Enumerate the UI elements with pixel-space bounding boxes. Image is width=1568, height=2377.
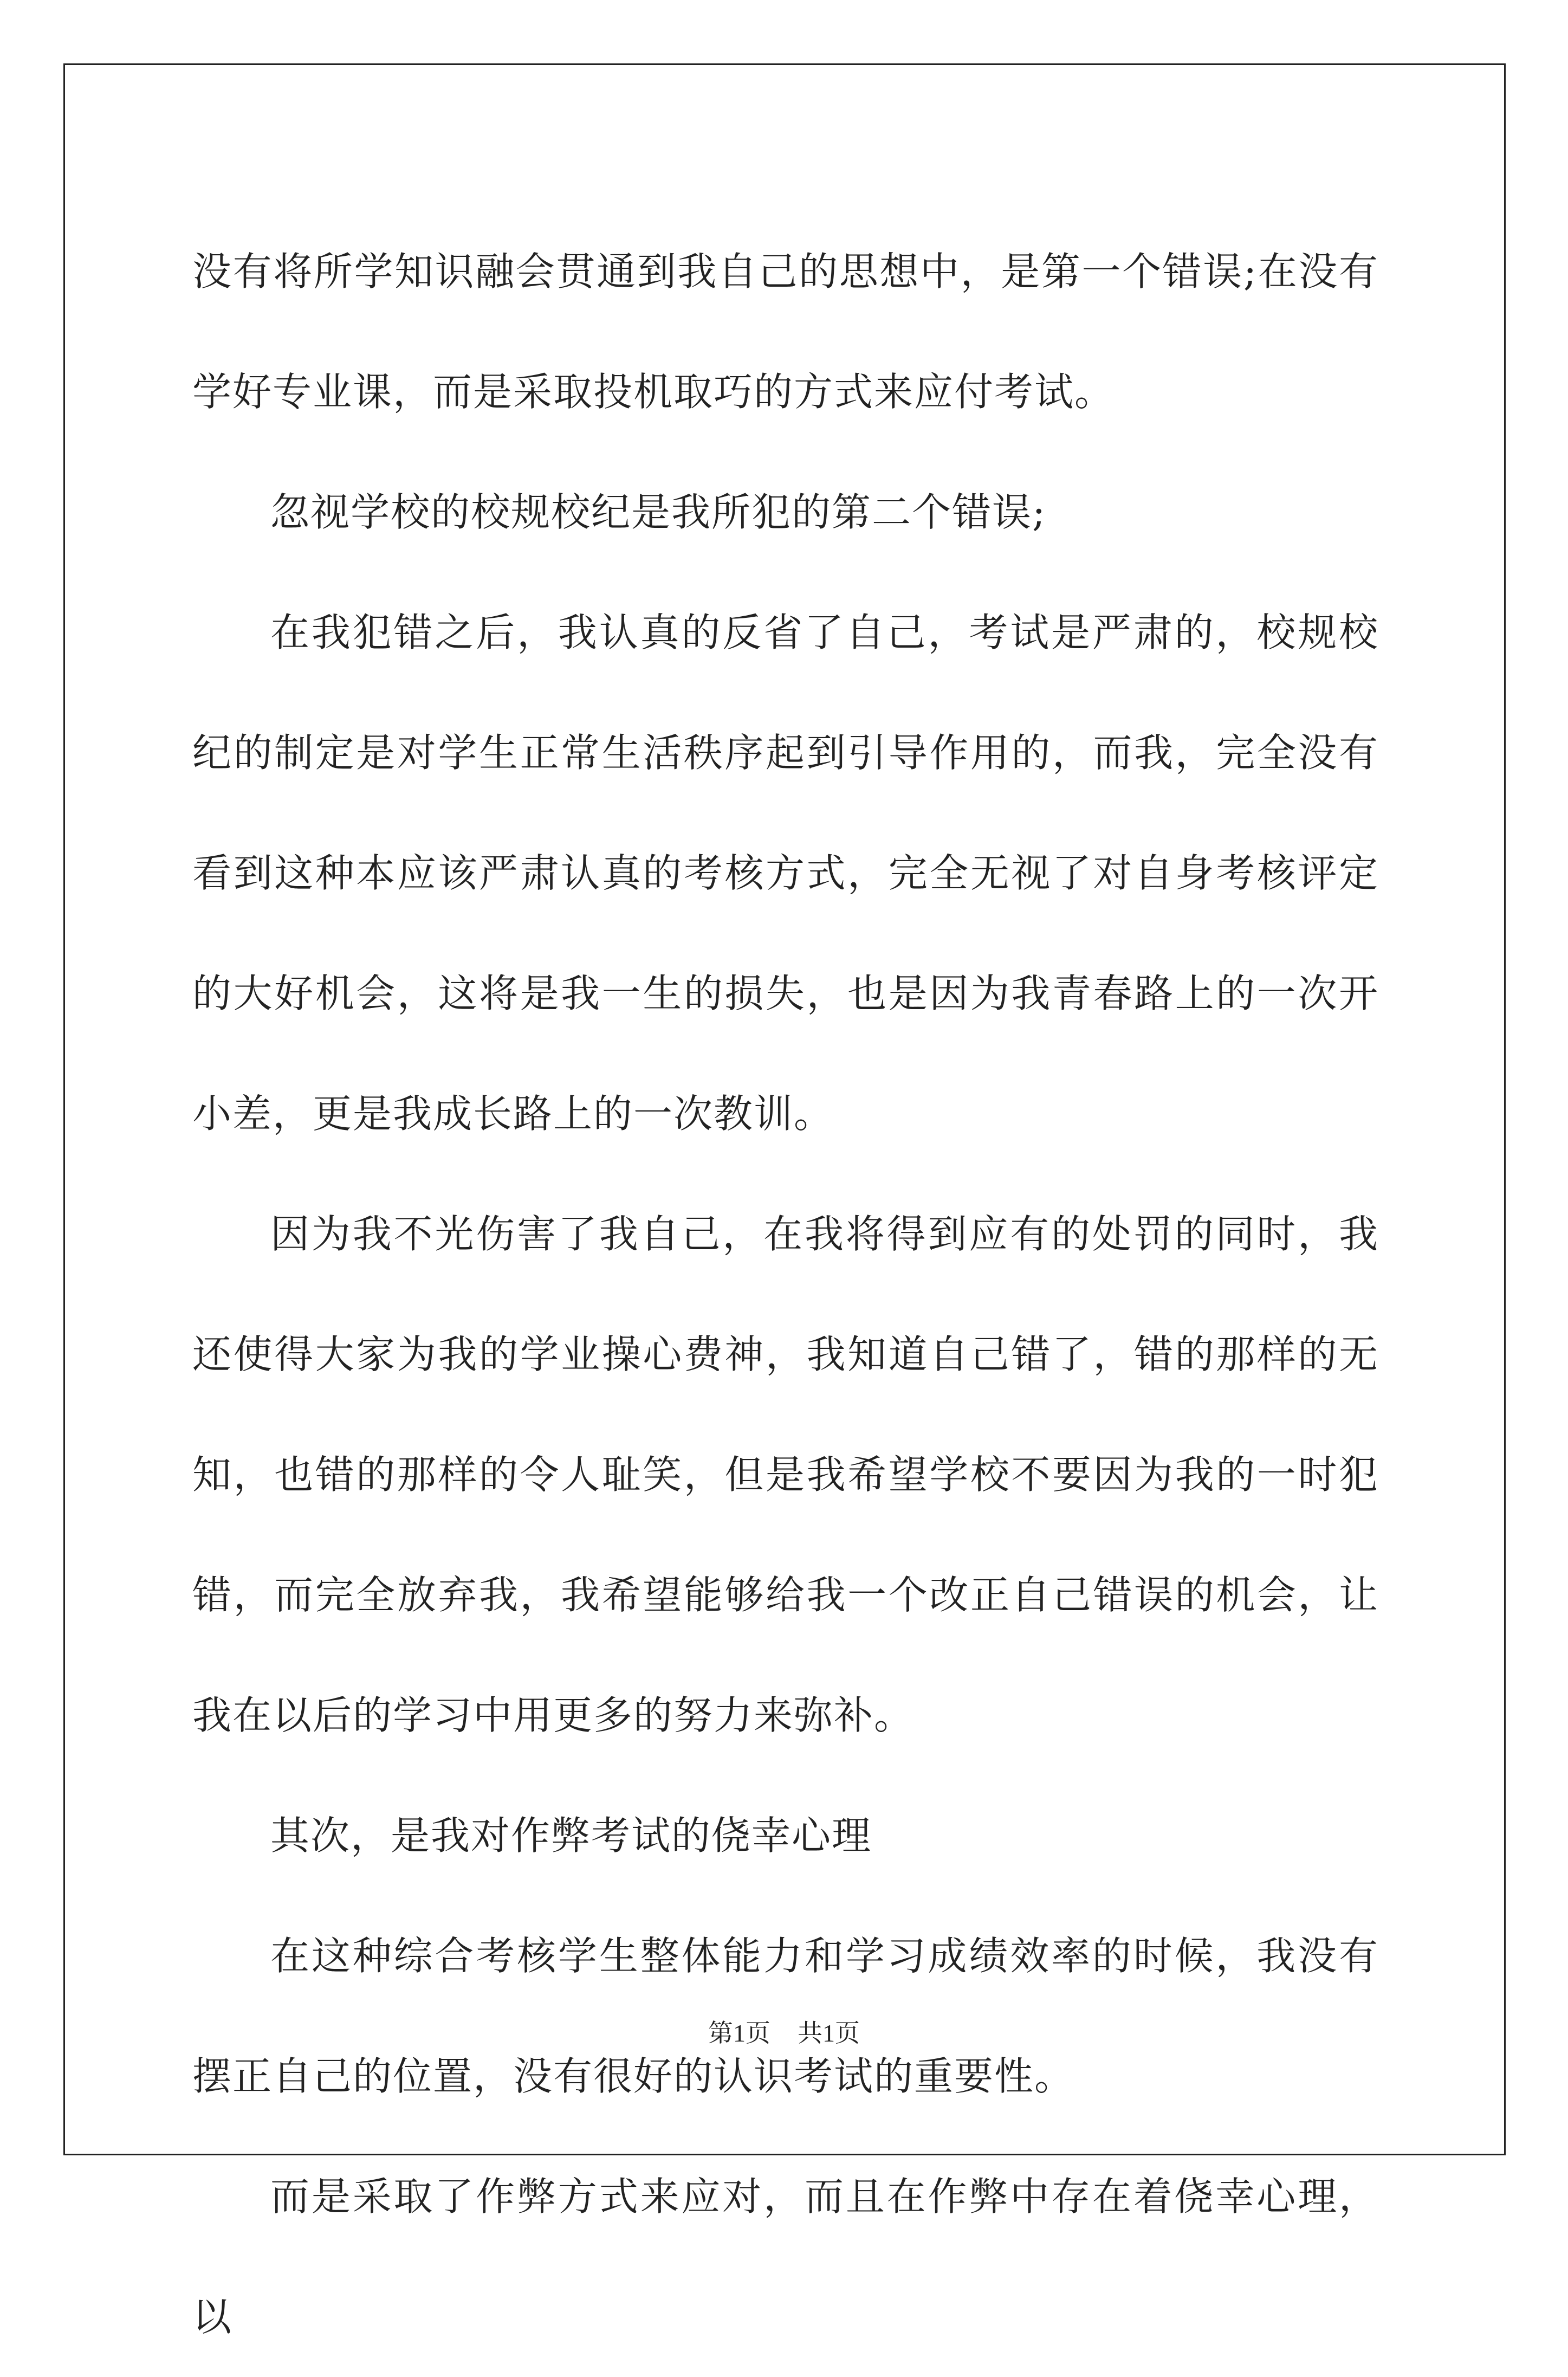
document-body bbox=[192, 211, 1379, 2377]
paragraph-2: 忽视学校的校规校纪是我所犯的第二个错误; bbox=[270, 489, 1047, 535]
paragraph-1: 没有将所学知识融会贯通到我自己的思想中，是第一个错误;在没有学好专业课，而是采取投机取巧的方式来应付考试。 bbox=[192, 249, 1379, 415]
paragraph-4: 因为我不光伤害了我自己，在我将得到应有的处罚的同时，我还使得大家为我的学业操心费神，我知道自己错了，错的那样的无知，也错的那样的令人耻笑，但是我希望学校不要因为我的一时犯错，而完全放弃我，我希望能够给我一个改正自己错误的机会，让我在以后的学习中用更多的努力来弥补。 bbox=[192, 1211, 1379, 1738]
page-number: 第1页 bbox=[708, 2019, 770, 2047]
page-footer bbox=[0, 2017, 1568, 2050]
paragraph-6: 在这种综合考核学生整体能力和学习成绩效率的时候，我没有摆正自己的位置，没有很好的认识考试的重要性。 bbox=[192, 1933, 1379, 2099]
paragraph-5: 其次，是我对作弊考试的侥幸心理 bbox=[270, 1813, 872, 1858]
paragraph-7: 而是采取了作弊方式来应对，而且在作弊中存在着侥幸心理，以 bbox=[192, 2174, 1379, 2340]
page-total: 共1页 bbox=[798, 2019, 860, 2047]
paragraph-3: 在我犯错之后，我认真的反省了自己，考试是严肃的，校规校纪的制定是对学生正常生活秩序起到引导作用的，而我，完全没有看到这种本应该严肃认真的考核方式，完全无视了对自身考核评定的大好机会，这将是我一生的损失，也是因为我青春路上的一次开小差，更是我成长路上的一次教训。 bbox=[192, 610, 1379, 1136]
